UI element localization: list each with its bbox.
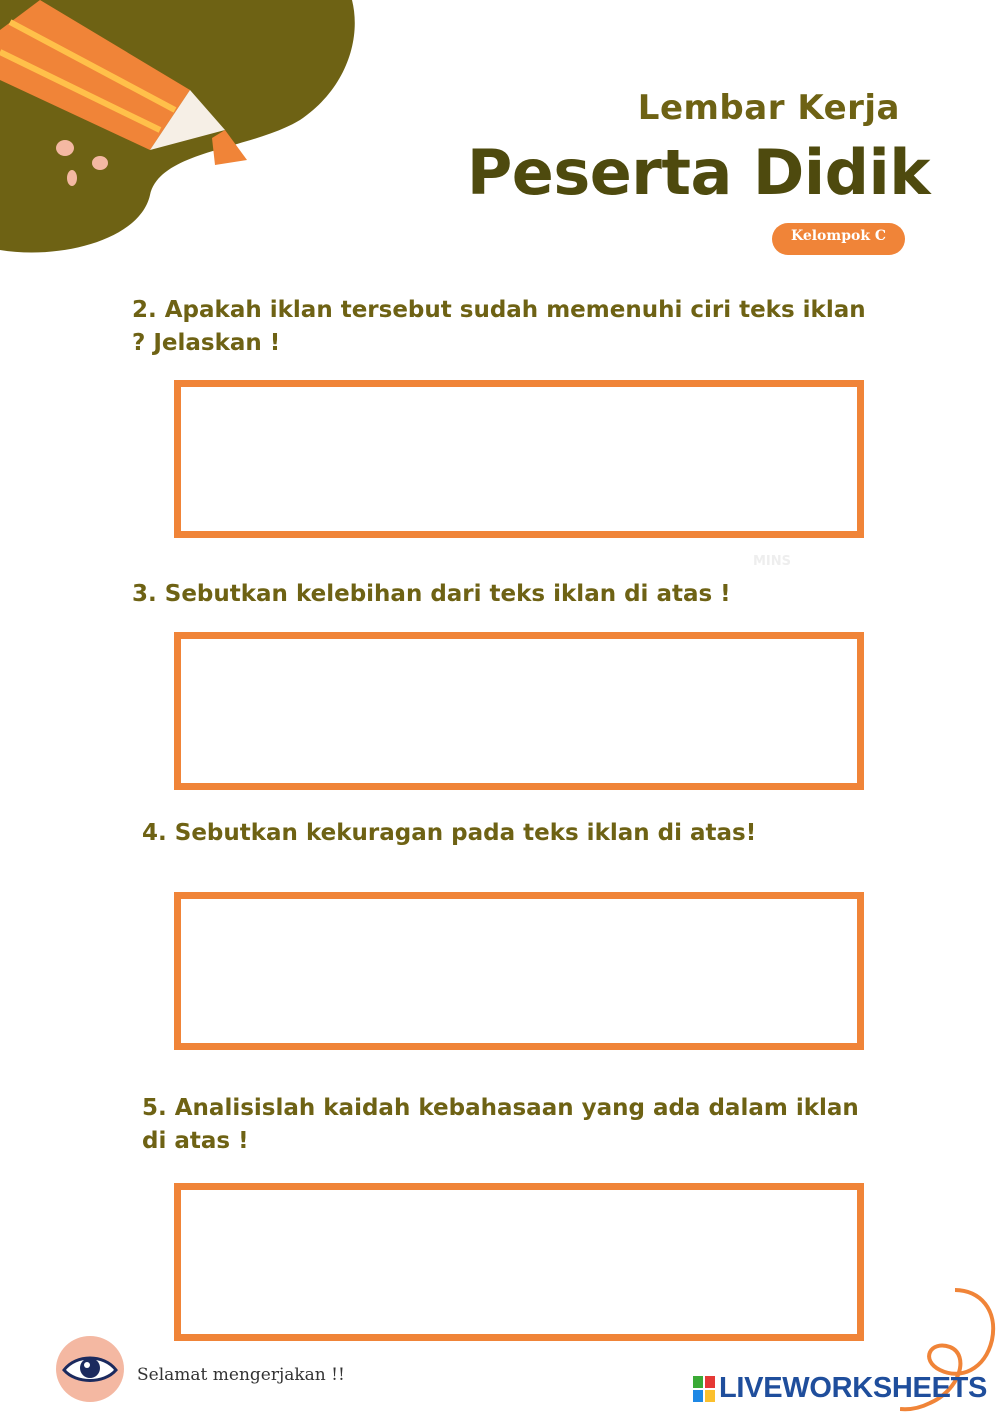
group-badge: Kelompok C <box>772 223 905 255</box>
footer-message: Selamat mengerjakan !! <box>137 1365 345 1385</box>
dot <box>67 170 77 186</box>
question-5: 5. Analisislah kaidah kebahasaan yang ada dalam iklan di atas ! <box>142 1095 859 1154</box>
question-4: 4. Sebutkan kekuragan pada teks iklan di atas! <box>142 820 757 846</box>
worksheet-subtitle: Lembar Kerja <box>637 88 900 128</box>
dot <box>92 156 108 170</box>
worksheet-title: Peserta Didik <box>466 136 930 209</box>
answer-box-3[interactable] <box>174 632 864 790</box>
liveworksheets-logo-icon <box>693 1374 717 1406</box>
liveworksheets-brand[interactable]: LIVEWORKSHEETS <box>719 1372 988 1404</box>
dot <box>56 140 74 156</box>
question-2: 2. Apakah iklan tersebut sudah memenuhi ciri teks iklan ? Jelaskan ! <box>132 297 866 356</box>
answer-box-5[interactable] <box>174 1183 864 1341</box>
header-decoration <box>0 0 370 260</box>
eye-icon <box>56 1336 124 1402</box>
answer-box-4[interactable] <box>174 892 864 1050</box>
answer-box-2[interactable] <box>174 380 864 538</box>
watermark: MINS <box>753 554 792 569</box>
question-3: 3. Sebutkan kelebihan dari teks iklan di atas ! <box>132 581 731 607</box>
eye-badge <box>56 1336 124 1402</box>
